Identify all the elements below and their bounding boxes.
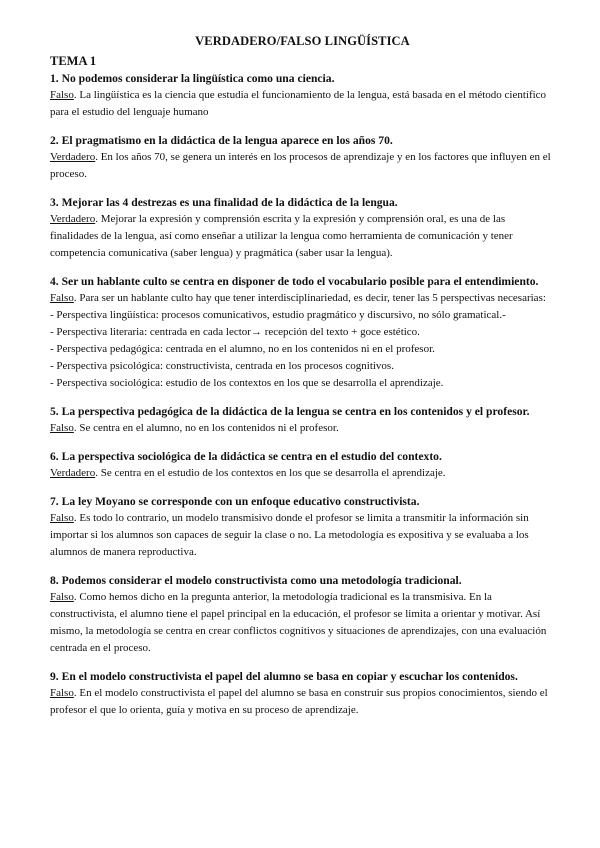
- verdict-label: Falso: [50, 687, 74, 699]
- question-text: 5. La perspectiva pedagógica de la didáctica de la lengua se centra en los contenidos y el profesor.: [50, 405, 530, 418]
- answer-text: [50, 149, 555, 183]
- document-title: VERDADERO/FALSO LINGÜÍSTICA: [195, 34, 410, 48]
- answer-explanation: . Para ser un hablante culto hay que tener interdisciplinariedad, es decir, tener las 5 perspectivas necesarias:: [73, 292, 546, 304]
- question-text: 6. La perspectiva sociológica de la didáctica se centra en el estudio del contexto.: [50, 450, 442, 463]
- verdict-label: Falso: [50, 512, 74, 524]
- section-heading: TEMA 1: [50, 54, 97, 68]
- answer-text: [50, 465, 555, 482]
- answer-text: [50, 290, 555, 307]
- perspective-item: - Perspectiva sociológica: estudio de los contextos en los que se desarrolla el aprendizaje.: [50, 377, 444, 389]
- answer-explanation: . En los años 70, se genera un interés en los procesos de aprendizaje y en los factores que influyen en el proceso.: [50, 151, 551, 180]
- question-item-7: [50, 493, 555, 561]
- answer-explanation: . Como hemos dicho en la pregunta anterior, la metodología tradicional es la transmisiva. En la constructivista, el alumno tiene el papel principal en la educación, el profesor se limita a orientar y motivar. Así mismo, la metodología se centra en crear conflictos cognitivos y situaciones de aprendizajes, con una evaluación centrada en el proceso.: [50, 591, 547, 654]
- answer-explanation: . La lingüística es la ciencia que estudia el funcionamiento de la lengua, está basada en el método científico para el estudio del lenguaje humano: [50, 89, 547, 118]
- verdict-label: Verdadero: [50, 467, 96, 479]
- question-text: 4. Ser un hablante culto se centra en disponer de todo el vocabulario posible para el entendimiento.: [50, 275, 539, 288]
- answer-explanation: . Se centra en el estudio de los contextos en los que se desarrolla el aprendizaje.: [95, 467, 446, 479]
- answer-explanation: . Mejorar la expresión y comprensión escrita y la expresión y comprensión oral, es una de las finalidades de la lengua, así como enseñar a utilizar la lengua como herramienta de comunicación y tener competencia comunicativa (saber lengua) y pragmática (saber usar la lengua).: [50, 213, 513, 259]
- question-item-6: [50, 448, 555, 482]
- question-item-8: [50, 572, 555, 657]
- answer-text: [50, 685, 555, 719]
- verdict-label: Falso: [50, 422, 74, 434]
- perspective-item: - Perspectiva lingüística: procesos comunicativos, estudio pragmático y discursivo, no sólo gramatical.-: [50, 309, 506, 321]
- answer-text: [50, 87, 555, 121]
- verdict-label: Falso: [50, 292, 74, 304]
- verdict-label: Falso: [50, 591, 74, 603]
- verdict-label: Verdadero: [50, 151, 96, 163]
- answer-text: [50, 510, 555, 561]
- question-text: 9. En el modelo constructivista el papel del alumno se basa en copiar y escuchar los contenidos.: [50, 670, 518, 683]
- verdict-label: Falso: [50, 89, 74, 101]
- question-text: 7. La ley Moyano se corresponde con un enfoque educativo constructivista.: [50, 495, 420, 508]
- question-item-3: [50, 194, 555, 262]
- question-text: 8. Podemos considerar el modelo constructivista como una metodología tradicional.: [50, 574, 462, 587]
- answer-text: [50, 420, 555, 437]
- answer-explanation: . En el modelo constructivista el papel del alumno se basa en construir sus propios conocimientos, siendo el profesor el que lo orienta, guía y motiva en su proceso de aprendizaje.: [50, 687, 548, 716]
- perspective-item: - Perspectiva pedagógica: centrada en el alumno, no en los contenidos ni en el profesor.: [50, 343, 435, 355]
- question-item-4: [50, 273, 555, 392]
- question-item-9: [50, 668, 555, 719]
- document-page: [50, 34, 555, 730]
- question-text: 2. El pragmatismo en la didáctica de la lengua aparece en los años 70.: [50, 134, 393, 147]
- perspective-item: - Perspectiva literaria: centrada en cada lector→ recepción del texto + goce estético.: [50, 326, 420, 338]
- answer-explanation: . Es todo lo contrario, un modelo transmisivo donde el profesor se limita a transmitir la información sin importar si los alumnos son capaces de seguir la clase o no. La metodología es expositiva y se evaluaba a los alumnos de manera reproductiva.: [50, 512, 529, 558]
- answer-text: [50, 211, 555, 262]
- question-item-2: [50, 132, 555, 183]
- question-item-5: [50, 403, 555, 437]
- question-text: 1. No podemos considerar la lingüística como una ciencia.: [50, 72, 335, 85]
- answer-text: [50, 589, 555, 657]
- question-text: 3. Mejorar las 4 destrezas es una finalidad de la didáctica de la lengua.: [50, 196, 398, 209]
- question-item-1: [50, 70, 555, 121]
- verdict-label: Verdadero: [50, 213, 96, 225]
- answer-explanation: . Se centra en el alumno, no en los contenidos ni el profesor.: [73, 422, 339, 434]
- perspective-item: - Perspectiva psicológica: constructivista, centrada en los procesos cognitivos.: [50, 360, 394, 372]
